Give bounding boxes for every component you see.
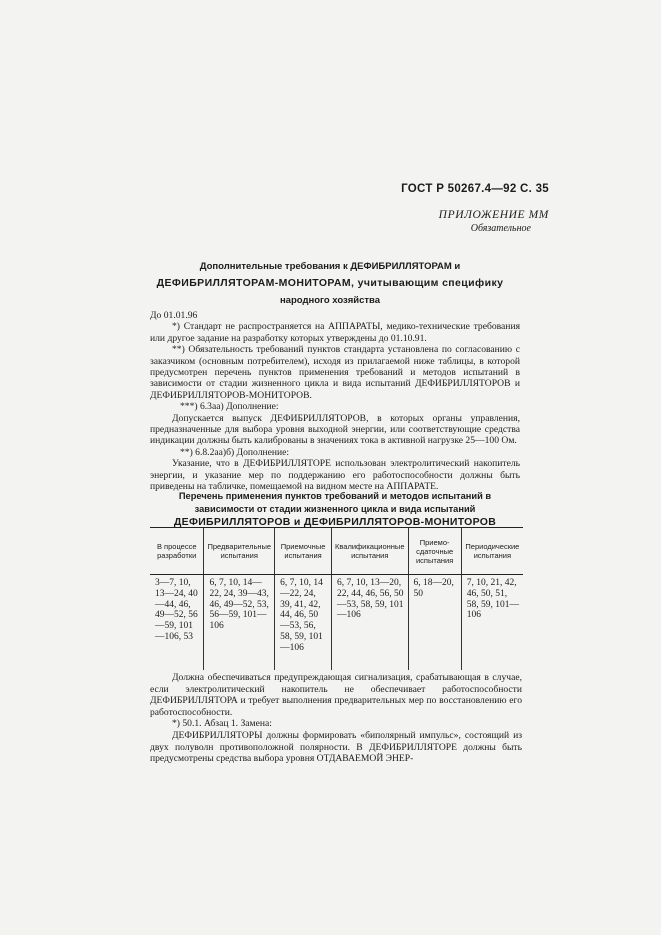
- appendix-status: Обязательное: [470, 223, 531, 234]
- body-paragraph-2: *) Стандарт не распространяется на АППАРАТЫ, медико-технические требования или другое задание на разработку которых утверждены до 01.10.91.: [150, 321, 520, 344]
- standard-header: ГОСТ Р 50267.4—92 С. 35: [401, 183, 549, 195]
- table-caption-line-1: Перечень применения пунктов требований и методов испытаний в: [178, 491, 492, 501]
- body-paragraph-5: Допускается выпуск ДЕФИБРИЛЛЯТОРОВ, в которых органы управления, предназначенные для выбора уровня выходной энергии, или соответствующие средства индикации должны быть калиброваны в значениях тока в активной нагрузке 25—100 Ом.: [150, 412, 520, 447]
- title-line-3: народного хозяйства: [279, 295, 381, 306]
- column-header-acceptance: Приемочные испытания: [275, 528, 332, 575]
- document-title: [150, 258, 510, 309]
- table-cell-acceptance: 6, 7, 10, 14—22, 24, 39, 41, 42, 44, 46, 50—53, 56, 58, 59, 101—106: [275, 575, 332, 671]
- body-paragraph-3: **) Обязательность требований пунктов стандарта установлена по согласованию с заказчиком (основным потребителем), исходя из прилагаемой ниже таблицы, в которой предусмотрен перечень пунктов применения требований и методов испытаний в зависимости от стадии жизненного цикла и вида испытаний ДЕФИБРИЛЛЯТОРОВ и ДЕФИБРИЛЛЯТОРОВ-МОНИТОРОВ.: [150, 344, 520, 401]
- table-caption: [150, 490, 520, 529]
- after-paragraph-1: Должна обеспечиваться предупреждающая сигнализация, срабатывающая в случае, если электролитический накопитель не обеспечивает работоспособности ДЕФИБРИЛЛЯТОРА и требует выполнения предварительных мер по восстановлению его работоспособности.: [150, 672, 522, 718]
- body-paragraph-4: ***) 6.3аа) Дополнение:: [180, 401, 279, 413]
- body-paragraph-1: До 01.01.96: [150, 310, 198, 321]
- body-text: [150, 310, 520, 493]
- title-line-1: Дополнительные требования к ДЕФИБРИЛЛЯТОРАМ и: [199, 261, 461, 272]
- table-cell-preliminary: 6, 7, 10, 14—22, 24, 39—43, 46, 49—52, 53, 56—59, 101—106: [204, 575, 275, 671]
- table-cell-qualification: 6, 7, 10, 13—20, 22, 44, 46, 56, 50—53, 58, 59, 101—106: [332, 575, 409, 671]
- column-header-development: В процессе разработки: [150, 528, 204, 575]
- column-header-delivery: Приемо-сдаточные испытания: [408, 528, 461, 575]
- after-table-text: [150, 672, 522, 765]
- table-cell-delivery: 6, 18—20, 50: [408, 575, 461, 671]
- column-header-periodic: Периодические испытания: [461, 528, 523, 575]
- table-caption-line-3: ДЕФИБРИЛЛЯТОРОВ и ДЕФИБРИЛЛЯТОРОВ-МОНИТОРОВ: [173, 516, 497, 528]
- appendix-title: ПРИЛОЖЕНИЕ ММ: [438, 209, 549, 221]
- title-line-2: ДЕФИБРИЛЛЯТОРАМ-МОНИТОРАМ, учитывающим специфику: [156, 277, 504, 289]
- table-cell-periodic: 7, 10, 21, 42, 46, 50, 51, 58, 59, 101—106: [461, 575, 523, 671]
- after-paragraph-2: *) 50.1. Абзац 1. Замена:: [172, 718, 272, 730]
- table-caption-line-2: зависимости от стадии жизненного цикла и вида испытаний: [194, 504, 476, 514]
- table-row: [150, 575, 523, 671]
- after-paragraph-3: ДЕФИБРИЛЛЯТОРЫ должны формировать «биполярный импульс», состоящий из двух полуволн противоположной полярности. В ДЕФИБРИЛЛЯТОРЕ должны быть предусмотрены средства выбора уровня ОТДАВАЕМОЙ ЭНЕР-: [150, 729, 522, 765]
- table-cell-development: 3—7, 10, 13—24, 40—44, 46, 49—52, 56—59, 101—106, 53: [155, 578, 198, 642]
- column-header-qualification: Квалификационные испытания: [332, 528, 409, 575]
- test-applicability-table: [150, 527, 523, 670]
- body-paragraph-6: **) 6.8.2аа)б) Дополнение:: [180, 446, 290, 458]
- body-paragraph-7: Указание, что в ДЕФИБРИЛЛЯТОРЕ использован электролитический накопитель энергии, и указание мер по поддержанию его работоспособности должны быть приведены на табличке, помещаемой на видном месте на АППАРАТЕ.: [150, 458, 520, 493]
- column-header-preliminary: Предварительные испытания: [204, 528, 275, 575]
- appendix-heading: [439, 208, 549, 236]
- table-header-row: [150, 528, 523, 575]
